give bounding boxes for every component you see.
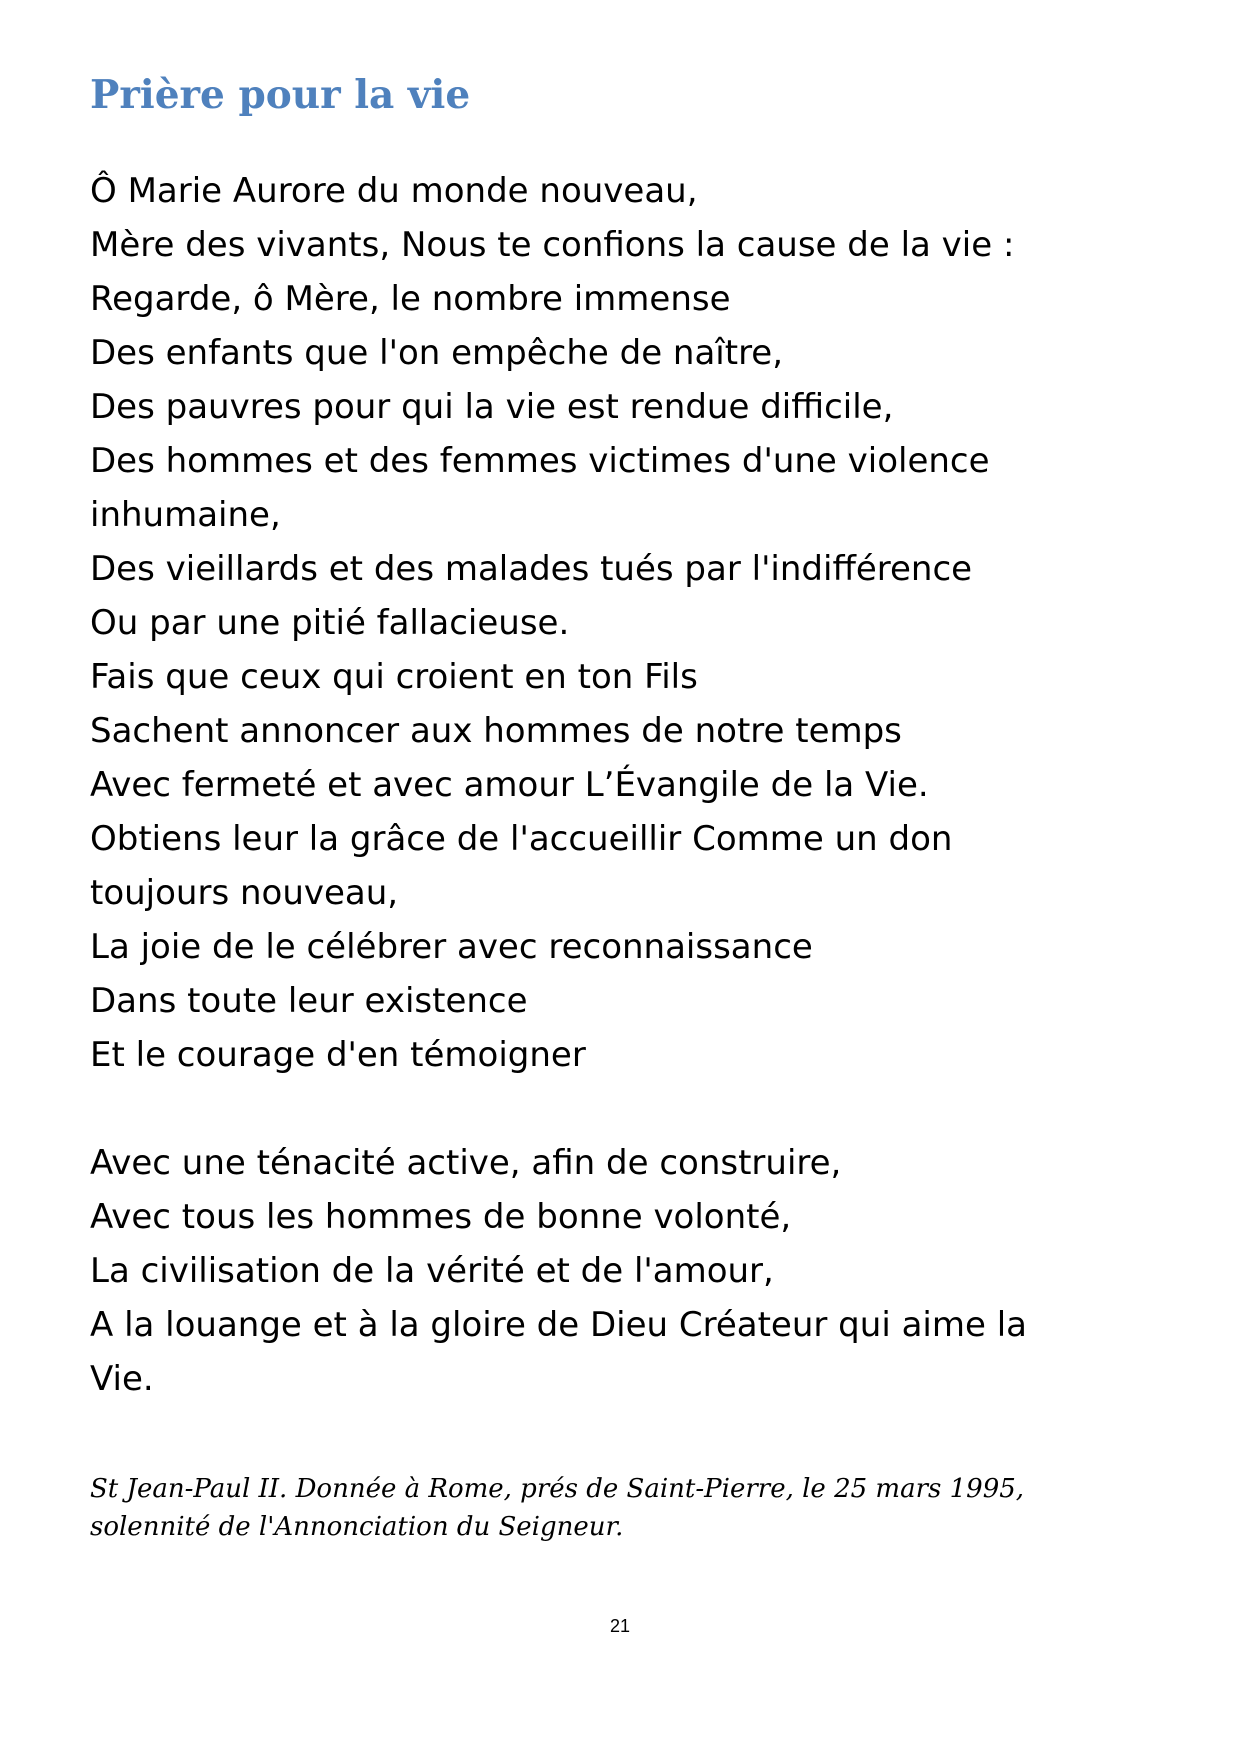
poem-line: Avec fermeté et avec amour L’Évangile de la Vie. bbox=[90, 765, 929, 805]
attribution bbox=[90, 1470, 1170, 1546]
poem-line: Et le courage d'en témoigner bbox=[90, 1035, 586, 1075]
poem-line: Avec une ténacité active, afin de construire, bbox=[90, 1143, 842, 1183]
poem-line: Des hommes et des femmes victimes d'une violence bbox=[90, 441, 990, 481]
poem-line: Vie. bbox=[90, 1359, 154, 1399]
poem-line: Ô Marie Aurore du monde nouveau, bbox=[90, 171, 698, 211]
poem-line: Ou par une pitié fallacieuse. bbox=[90, 603, 570, 643]
poem-line: Avec tous les hommes de bonne volonté, bbox=[90, 1197, 792, 1237]
poem-line: Sachent annoncer aux hommes de notre temps bbox=[90, 711, 902, 751]
poem-body bbox=[90, 164, 1170, 1406]
poem-line: Dans toute leur existence bbox=[90, 981, 528, 1021]
poem-line: A la louange et à la gloire de Dieu Créateur qui aime la bbox=[90, 1305, 1027, 1345]
poem-line: Regarde, ô Mère, le nombre immense bbox=[90, 279, 731, 319]
poem-line: Mère des vivants, Nous te confions la cause de la vie : bbox=[90, 225, 1015, 265]
attribution-line: St Jean-Paul II. Donnée à Rome, prés de Saint-Pierre, le 25 mars 1995, bbox=[90, 1474, 1025, 1504]
attribution-line: solennité de l'Annonciation du Seigneur. bbox=[90, 1512, 624, 1542]
page-title: Prière pour la vie bbox=[90, 72, 471, 118]
poem-line: Obtiens leur la grâce de l'accueillir Comme un don bbox=[90, 819, 953, 859]
poem-line: Des enfants que l'on empêche de naître, bbox=[90, 333, 784, 373]
poem-line: La civilisation de la vérité et de l'amour, bbox=[90, 1251, 774, 1291]
poem-line: Des pauvres pour qui la vie est rendue difficile, bbox=[90, 387, 894, 427]
page-number: 21 bbox=[609, 1616, 631, 1636]
poem-line: Fais que ceux qui croient en ton Fils bbox=[90, 657, 698, 697]
stanza-break bbox=[90, 1082, 1170, 1136]
poem-line: La joie de le célébrer avec reconnaissance bbox=[90, 927, 813, 967]
poem-line: toujours nouveau, bbox=[90, 873, 399, 913]
poem-line: Des vieillards et des malades tués par l'indifférence bbox=[90, 549, 973, 589]
poem-line: inhumaine, bbox=[90, 495, 281, 535]
